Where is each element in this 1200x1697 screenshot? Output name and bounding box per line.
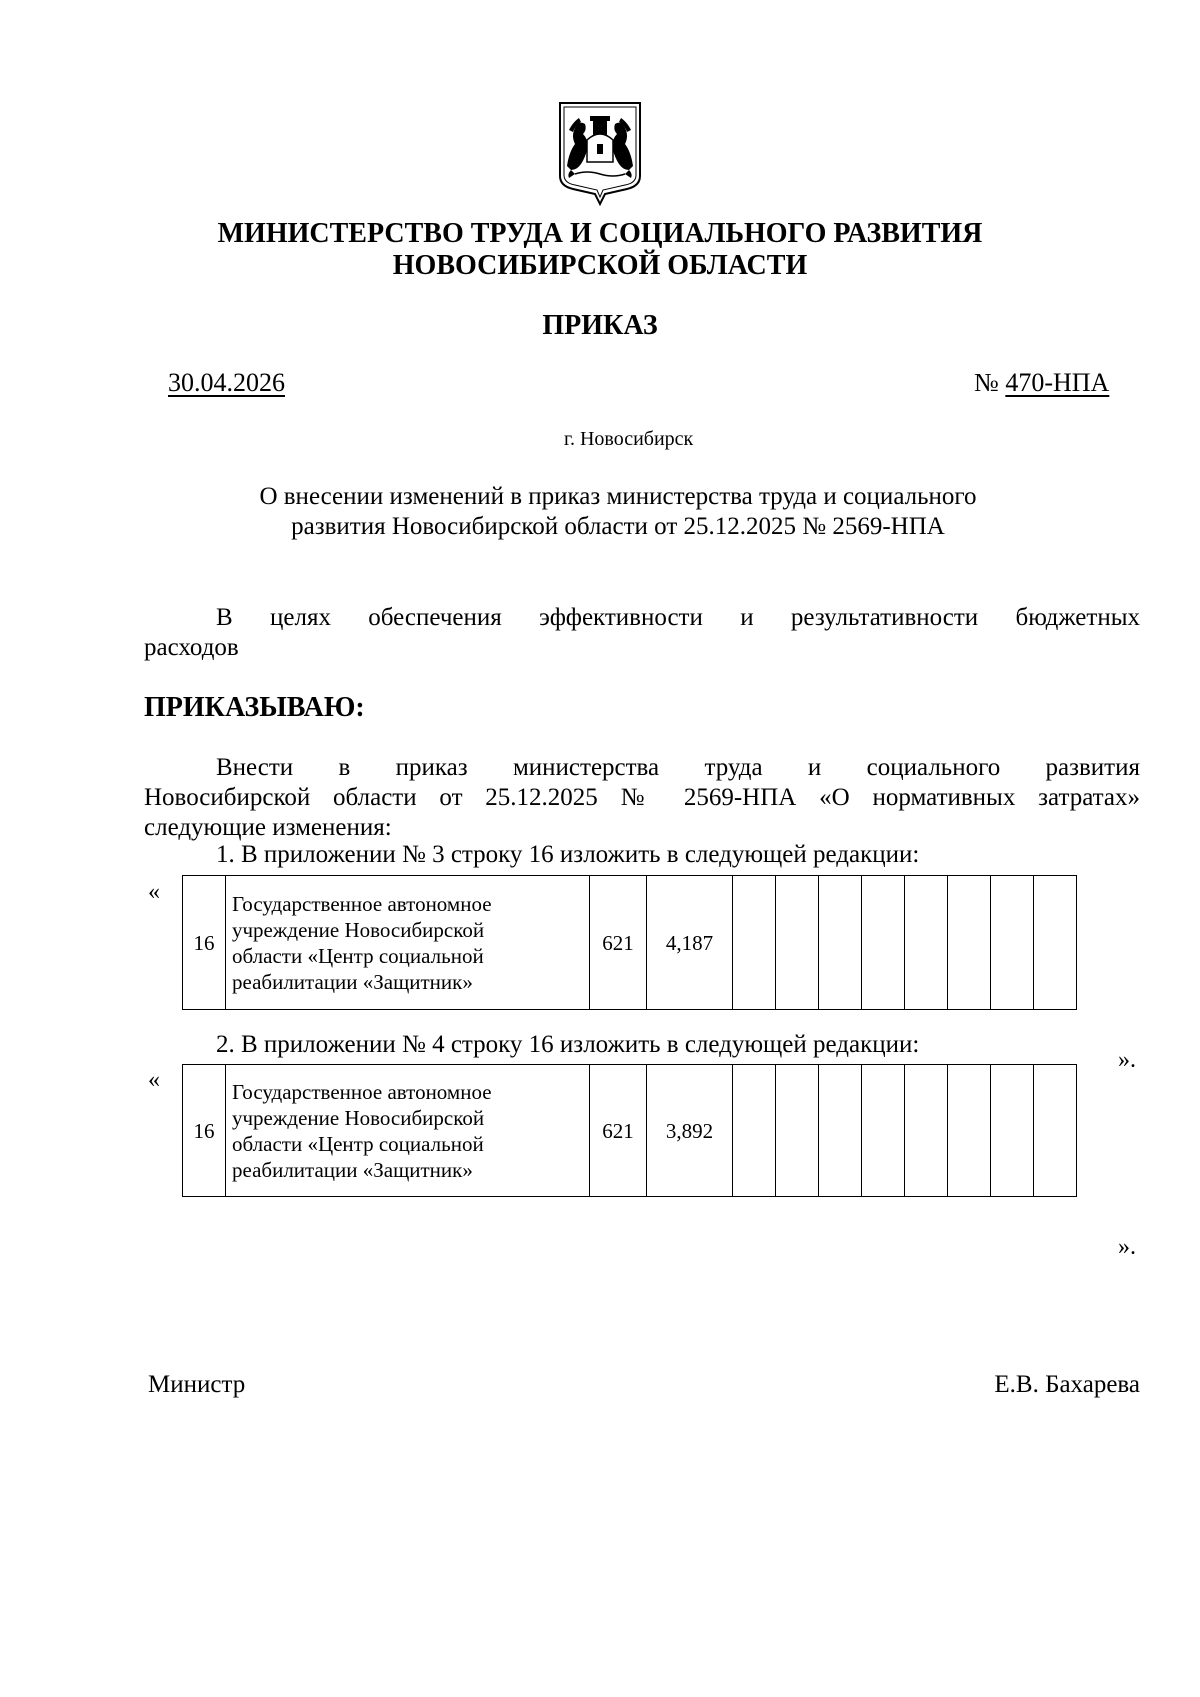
empty-cell (1034, 876, 1077, 1010)
empty-cell (776, 876, 819, 1010)
signatory-position: Министр (148, 1371, 246, 1398)
item1-open-quote: « (148, 879, 160, 905)
item2-heading: 2. В приложении № 4 строку 16 изложить в следующей редакции: (216, 1031, 920, 1058)
table-row (183, 876, 1077, 1010)
document-type-title: ПРИКАЗ (542, 310, 658, 341)
ministry-name-line1: МИНИСТЕРСТВО ТРУДА И СОЦИАЛЬНОГО РАЗВИТИЯ (217, 218, 983, 249)
empty-cell (862, 876, 905, 1010)
empty-cell (948, 1065, 991, 1197)
institution-name-line: Государственное автономное (232, 1079, 492, 1104)
empty-cell (991, 876, 1034, 1010)
table-row (183, 1065, 1077, 1197)
subject-line2: развития Новосибирской области от 25.12.2025 № 2569-НПА (291, 513, 945, 540)
normative-value: 4,187 (647, 876, 733, 1010)
empty-cell (776, 1065, 819, 1197)
empty-cell (905, 1065, 948, 1197)
institution-name-line: области «Центр социальной (232, 1131, 484, 1156)
row-number: 16 (183, 1065, 226, 1197)
row-number: 16 (183, 876, 226, 1010)
order-number-value: 470-НПА (1005, 368, 1110, 397)
empty-cell (991, 1065, 1034, 1197)
preamble-line1: В целях обеспечения эффективности и результативности бюджетных (216, 604, 1140, 631)
normative-value: 3,892 (647, 1065, 733, 1197)
signatory-name: Е.В. Бахарева (994, 1371, 1140, 1398)
empty-cell (862, 1065, 905, 1197)
empty-cell (819, 1065, 862, 1197)
coat-of-arms-icon (557, 100, 643, 206)
empty-cell (1034, 1065, 1077, 1197)
item2-close-quote: ». (1118, 1234, 1136, 1260)
item2-table (182, 1064, 1077, 1197)
institution-code: 621 (590, 876, 647, 1010)
empty-cell (905, 876, 948, 1010)
order-city: г. Новосибирск (564, 428, 694, 450)
body-line1: Внести в приказ министерства труда и социального развития (216, 754, 1140, 781)
subject-line1: О внесении изменений в приказ министерства труда и социального (259, 483, 977, 510)
empty-cell (733, 876, 776, 1010)
institution-name (226, 876, 590, 1010)
institution-name-line: реабилитации «Защитник» (232, 969, 473, 994)
institution-name-line: учреждение Новосибирской (232, 917, 485, 942)
institution-name-line: реабилитации «Защитник» (232, 1157, 473, 1182)
empty-cell (819, 876, 862, 1010)
item1-close-quote: ». (1118, 1047, 1136, 1073)
preamble-line2: расходов (144, 634, 239, 661)
empty-cell (733, 1065, 776, 1197)
institution-name-line: области «Центр социальной (232, 943, 484, 968)
order-number-prefix: № (974, 368, 999, 397)
order-directive: ПРИКАЗЫВАЮ: (144, 692, 365, 723)
order-date: 30.04.2026 (168, 368, 285, 397)
institution-code: 621 (590, 1065, 647, 1197)
item2-open-quote: « (148, 1067, 160, 1093)
institution-name (226, 1065, 590, 1197)
item1-heading: 1. В приложении № 3 строку 16 изложить в следующей редакции: (216, 841, 920, 868)
institution-name-line: учреждение Новосибирской (232, 1105, 485, 1130)
ministry-name-line2: НОВОСИБИРСКОЙ ОБЛАСТИ (392, 250, 808, 281)
body-line3: следующие изменения: (144, 814, 392, 841)
body-line2: Новосибирской области от 25.12.2025 № 2569-НПА «О нормативных затратах» (144, 784, 1140, 811)
institution-name-line: Государственное автономное (232, 891, 492, 916)
empty-cell (948, 876, 991, 1010)
order-number (974, 368, 1109, 398)
item1-table (182, 875, 1077, 1010)
